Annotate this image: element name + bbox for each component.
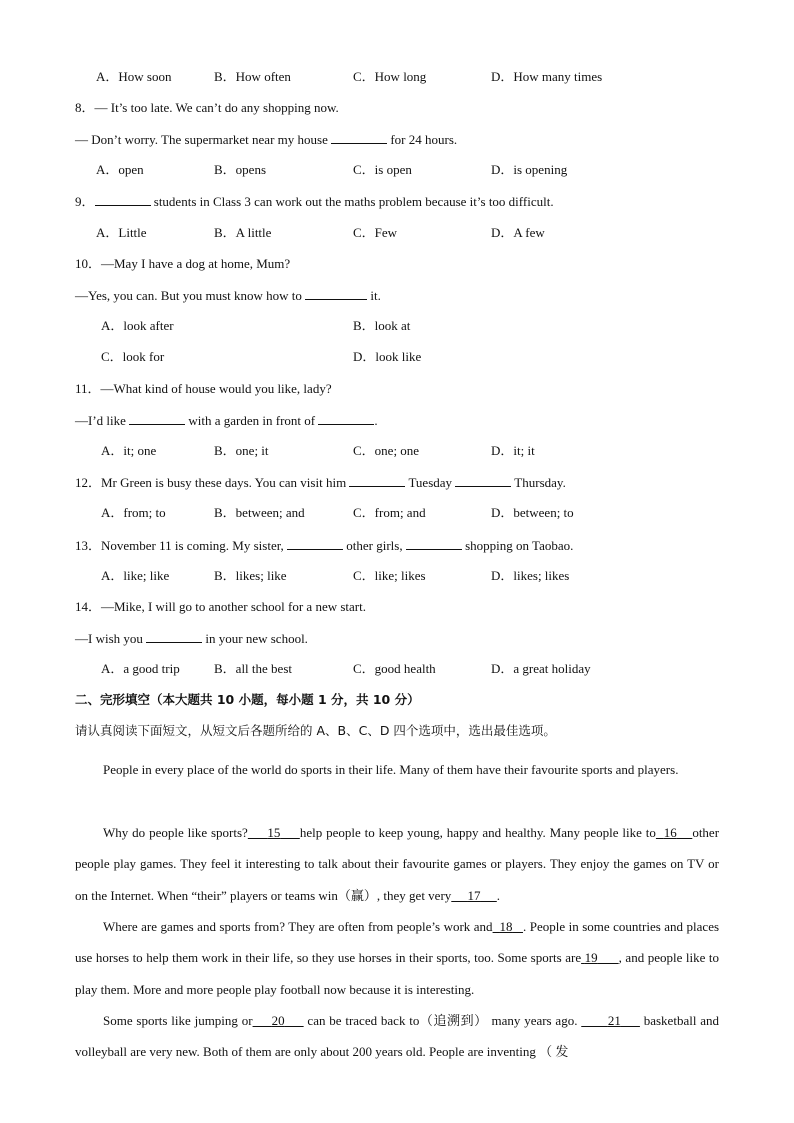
q14-blank — [146, 630, 202, 643]
q12-option-d: D．between; to — [491, 505, 574, 520]
q13-option-b: B．likes; like — [214, 568, 287, 583]
q11-option-d: D．it; it — [491, 443, 535, 458]
q8-blank — [331, 131, 387, 144]
q9-option-a: A．Little — [96, 225, 147, 240]
q10-option-d: D．look like — [353, 349, 422, 364]
q11-stem-line2: —I’d like with a garden in front of . — [75, 413, 378, 428]
q10-stem-line2: —Yes, you can. But you must know how to it. — [75, 288, 381, 303]
q10-option-a: A．look after — [101, 318, 174, 333]
q14-option-d: D．a great holiday — [491, 661, 591, 676]
q8-stem-line2: — Don’t worry. The supermarket near my house for 24 hours. — [75, 132, 458, 147]
q11-option-b: B．one; it — [214, 443, 269, 458]
q7-option-b: B．How often — [214, 69, 291, 84]
q13-blank-2 — [406, 537, 462, 550]
q13-stem: 13．November 11 is coming. My sister, other girls, shopping on Taobao. — [75, 538, 574, 553]
q10-option-c: C．look for — [101, 349, 165, 364]
q7-option-c: C．How long — [353, 69, 427, 84]
q12-stem: 12．Mr Green is busy these days. You can visit him Tuesday Thursday. — [75, 475, 566, 490]
section2-instruction: 请认真阅读下面短文，从短文后各题所给的 A、B、C、D 四个选项中，选出最佳选项。 — [75, 723, 556, 738]
passage-paragraph-2: Why do people like sports? 15 help people to keep young, happy and healthy. Many people like to 16 other people play games. They feel it interesting to talk about their favourite games or players. They enjoy the games on TV or on the Internet. When “their” players or teams win（赢）, they get very 17 . — [75, 825, 720, 903]
q8-option-b: B．opens — [214, 162, 267, 177]
q7-option-a: A．How soon — [96, 69, 172, 84]
q12-option-b: B．between; and — [214, 505, 305, 520]
q13-blank-1 — [287, 537, 343, 550]
blank-16: 16 — [663, 825, 677, 840]
q14-option-a: A．a good trip — [101, 661, 180, 676]
q13-option-d: D．likes; likes — [491, 568, 570, 583]
q14-stem-line1: 14．—Mike, I will go to another school for a new start. — [75, 599, 366, 614]
q11-option-c: C．one; one — [353, 443, 420, 458]
q8-option-c: C．is open — [353, 162, 412, 177]
q14-stem-line2: —I wish you in your new school. — [75, 631, 308, 646]
passage-paragraph-3: Where are games and sports from? They are often from people’s work and 18 . People in some countries and places use horses to help them work in their life, so they use horses in their sports, too. Some sports are 19 , and people like to play them. More and more people play football now because it is interesting. — [75, 919, 720, 997]
passage-paragraph-4: Some sports like jumping or 20 can be traced back to（追溯到） many years ago. 21 basketball and volleyball are very new. Both of them are only about 200 years old. People are inventing （ 发 — [75, 1013, 720, 1060]
q13-option-c: C．like; likes — [353, 568, 426, 583]
blank-17: 17 — [467, 887, 481, 903]
blank-19: 19 — [584, 950, 598, 966]
q11-blank-2 — [318, 412, 374, 425]
q8-stem-line1: 8．— It’s too late. We can’t do any shopping now. — [75, 100, 339, 115]
q11-stem-line1: 11．—What kind of house would you like, lady? — [75, 381, 332, 396]
q10-stem-line1: 10．—May I have a dog at home, Mum? — [75, 256, 291, 271]
q12-option-c: C．from; and — [353, 505, 426, 520]
q9-option-b: B．A little — [214, 225, 272, 240]
blank-15: 15 — [267, 825, 281, 840]
passage-paragraph-1: People in every place of the world do sports in their life. Many of them have their favourite sports and players. — [103, 762, 679, 777]
q10-option-b: B．look at — [353, 318, 411, 333]
q13-option-a: A．like; like — [101, 568, 170, 583]
q14-option-b: B．all the best — [214, 661, 292, 676]
q12-option-a: A．from; to — [101, 505, 166, 520]
blank-21: 21 — [607, 1013, 621, 1028]
q9-option-c: C．Few — [353, 225, 398, 240]
q11-blank-1 — [129, 412, 185, 425]
q10-blank — [305, 287, 367, 300]
q12-blank-2 — [455, 474, 511, 487]
q9-blank — [95, 193, 151, 206]
q11-option-a: A．it; one — [101, 443, 157, 458]
blank-20: 20 — [271, 1013, 285, 1028]
q12-blank-1 — [349, 474, 405, 487]
q8-option-d: D．is opening — [491, 162, 568, 177]
q9-option-d: D．A few — [491, 225, 545, 240]
q8-option-a: A．open — [96, 162, 144, 177]
q7-option-d: D．How many times — [491, 69, 603, 84]
q9-stem: 9． students in Class 3 can work out the maths problem because it’s too difficult. — [75, 194, 554, 209]
blank-18: 18 — [499, 919, 513, 934]
q14-option-c: C．good health — [353, 661, 436, 676]
section2-heading: 二、完形填空（本大题共 10 小题，每小题 1 分，共 10 分） — [75, 692, 420, 707]
